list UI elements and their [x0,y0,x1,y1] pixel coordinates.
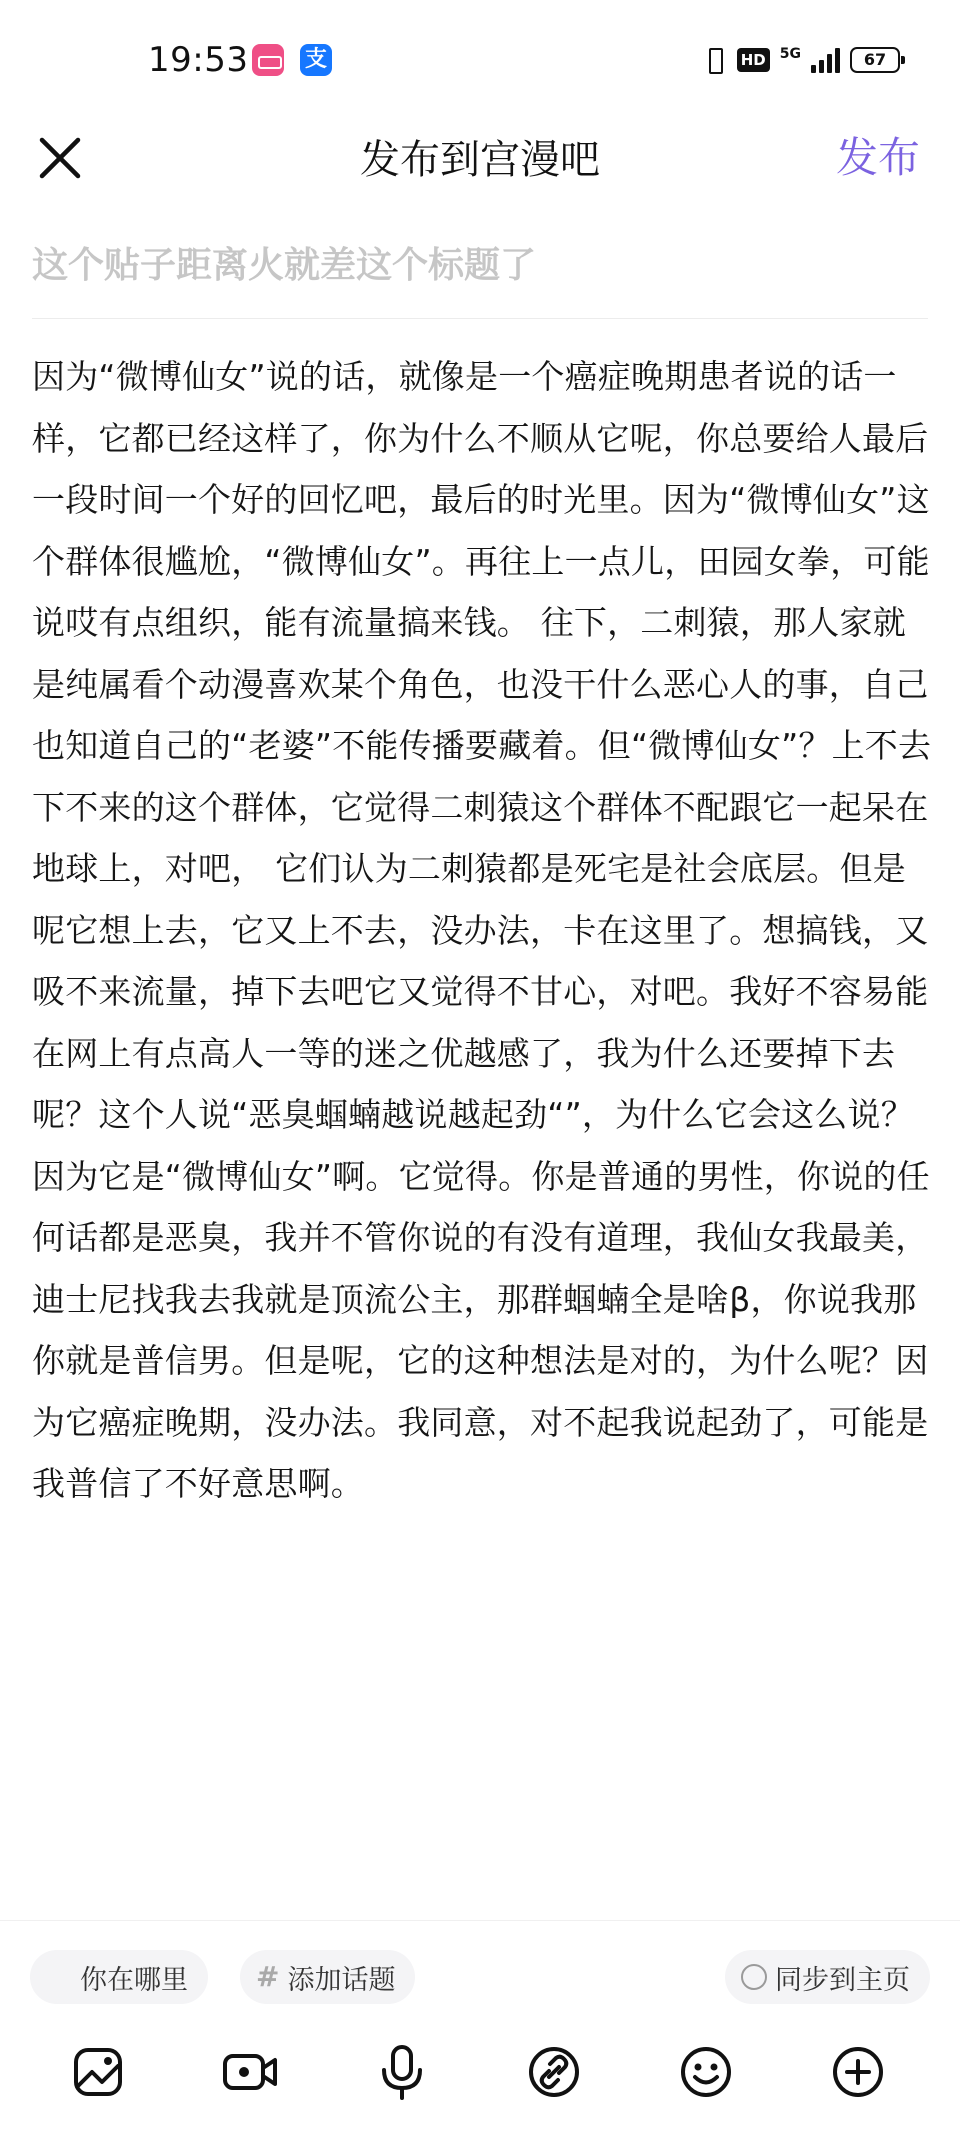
video-icon [220,2042,280,2102]
sync-to-home-toggle[interactable] [725,1950,930,2004]
publish-button[interactable]: 发布 [835,133,920,182]
insert-emoji-button[interactable] [676,2042,736,2102]
page-title: 发布到宫漫吧 [360,137,600,183]
status-time: 19:53 [148,40,249,80]
emoji-icon [676,2042,736,2102]
location-chip[interactable] [30,1950,208,2004]
insert-image-button[interactable] [68,2042,128,2102]
hashtag-icon: # [256,1960,280,1993]
sync-label: 同步到主页 [775,1964,910,1996]
more-options-button[interactable] [828,2042,888,2102]
post-body-textarea[interactable]: 因为“微博仙女”说的话，就像是一个癌症晚期患者说的话一样，它都已经这样了，你为什么不顺从它呢，你总要给人最后一段时间一个好的回忆吧，最后的时光里。因为“微博仙女”这个群体很尴尬，“微博仙女”。再往上一点儿，田园女拳，可能说哎有点组织，能有流量搞来钱。 往下，二刺猿，那人家就是纯属看个动漫喜欢某个角色，也没干什么恶心人的事，自己也知道自己的“老婆”不能传播要藏着。但“微博仙女”？上不去下不来的这个群体，它觉得二刺猿这个群体不配跟它一起呆在地球上，对吧， 它们认为二刺猿都是死宅是社会底层。但是呢它想上去，它又上不去，没办法，卡在这里了。想搞钱，又吸不来流量，掉下去吧它又觉得不甘心，对吧。我好不容易能在网上有点高人一等的迷之优越感了，我为什么还要掉下去呢？这个人说“恶臭蝈蝻越说越起劲“”，为什么它会这么说？因为它是“微博仙女”啊。它觉得。你是普通的男性，你说的任何话都是恶臭，我并不管你说的有没有道理，我仙女我最美，迪士尼找我去我就是顶流公主，那群蝈蝻全是啥β，你说我那你就是普信男。但是呢，它的这种想法是对的，为什么呢？因为它癌症晚期，没办法。我同意，对不起我说起劲了，可能是我普信了不好意思啊。 [32,357,932,1503]
add-topic-label: 添加话题 [287,1964,396,1996]
location-label: 你在哪里 [80,1964,188,1996]
vibrate-icon [701,46,727,74]
insert-link-button[interactable] [524,2042,584,2102]
add-topic-chip[interactable] [240,1950,415,2004]
location-pin-icon [46,1964,72,1990]
header-bar [0,112,960,208]
alipay-notification-icon: 支 [300,44,332,76]
battery-icon: 67 [850,47,900,73]
editor-toolbar [0,2040,960,2120]
post-title-input[interactable] [32,230,928,300]
status-bar [0,0,960,120]
bottom-divider [0,1920,960,1921]
title-divider [32,318,928,319]
notification-app-icon [252,44,284,76]
status-indicators [701,44,900,76]
image-icon [68,2042,128,2102]
microphone-icon [372,2042,432,2102]
voice-input-button[interactable] [372,2042,432,2102]
hd-icon: HD [737,48,770,72]
link-icon [524,2042,584,2102]
plus-icon [828,2042,888,2102]
radio-unchecked-icon [741,1964,767,1990]
signal-icon [811,47,840,73]
network-type-icon: 5G [779,46,801,62]
insert-video-button[interactable] [220,2042,280,2102]
